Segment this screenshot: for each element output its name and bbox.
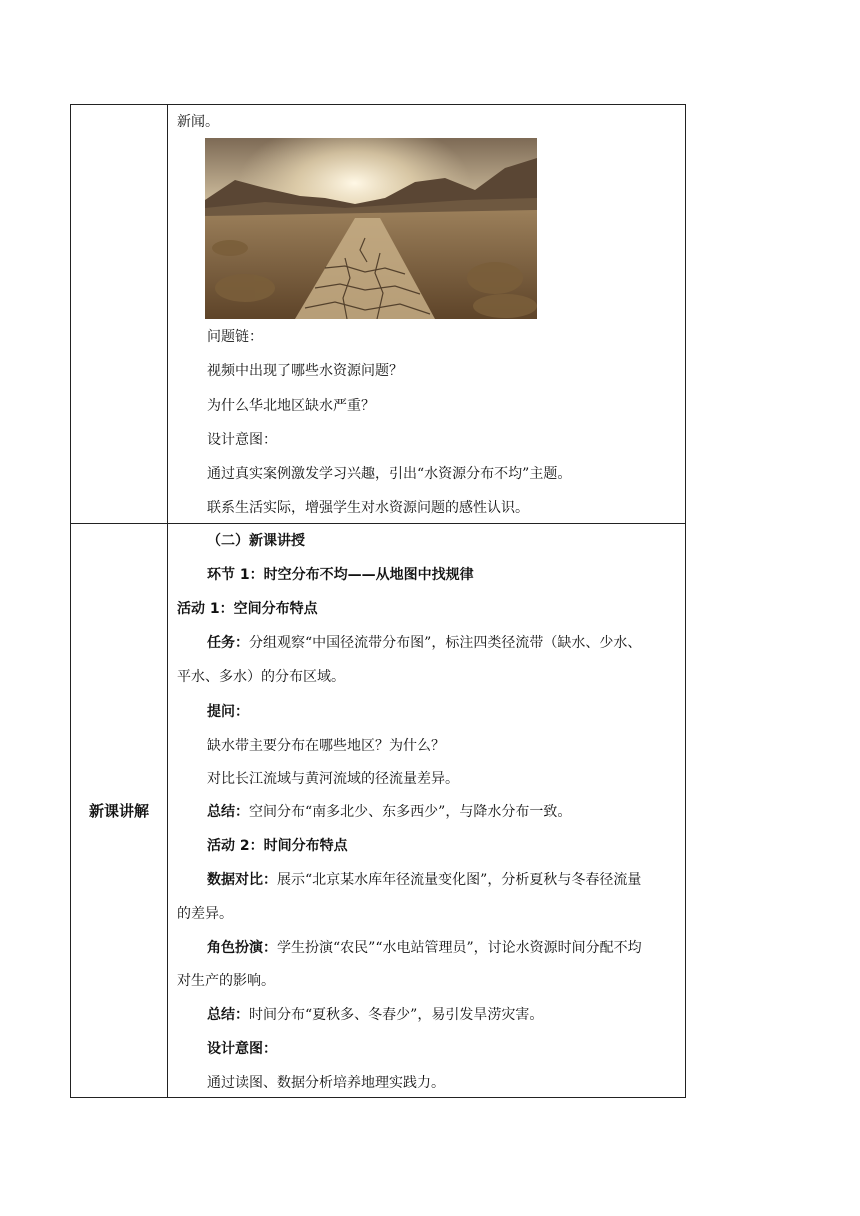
summary-1: 总结：空间分布“南多北少、东多西少”，与降水分布一致。 — [207, 804, 572, 820]
design-intent-2: 联系生活实际，增强学生对水资源问题的感性认识。 — [207, 500, 529, 516]
data-compare-line-1: 数据对比：展示“北京某水库年径流量变化图”，分析夏秋与冬春径流量 — [207, 872, 642, 888]
intro-text: 新闻。 — [177, 114, 219, 130]
role-play-line-1: 角色扮演：学生扮演“农民”“水电站管理员”，讨论水资源时间分配不均 — [207, 940, 642, 956]
drought-photo — [205, 138, 537, 319]
design-intent-1: 通过真实案例激发学习兴趣，引出“水资源分布不均”主题。 — [207, 466, 572, 482]
activity-1-heading: 活动 1：空间分布特点 — [177, 601, 318, 617]
link-heading: 环节 1：时空分布不均——从地图中找规律 — [207, 567, 474, 583]
question-2: 为什么华北地区缺水严重？ — [207, 398, 375, 414]
data-compare-line-2: 的差异。 — [177, 906, 233, 922]
cracked-earth-image — [205, 138, 537, 319]
design-intent-heading: 设计意图： — [207, 432, 277, 448]
design-intent-3: 通过读图、数据分析培养地理实践力。 — [207, 1075, 445, 1091]
row-label-new-lesson: 新课讲解 — [88, 802, 149, 820]
design-intent-heading-2: 设计意图： — [207, 1041, 277, 1057]
ask-1: 缺水带主要分布在哪些地区？为什么？ — [207, 738, 445, 754]
section-heading: （二）新课讲授 — [207, 533, 305, 549]
task-line-2: 平水、多水）的分布区域。 — [177, 669, 345, 685]
task-line-1: 任务：分组观察“中国径流带分布图”，标注四类径流带（缺水、少水、 — [207, 635, 642, 651]
ask-2: 对比长江流域与黄河流域的径流量差异。 — [207, 771, 459, 787]
activity-2-heading: 活动 2：时间分布特点 — [207, 838, 348, 854]
question-heading: 提问： — [207, 704, 249, 720]
summary-2: 总结：时间分布“夏秋多、冬春少”，易引发旱涝灾害。 — [207, 1007, 544, 1023]
column-divider — [167, 105, 168, 1097]
role-play-line-2: 对生产的影响。 — [177, 973, 275, 989]
question-1: 视频中出现了哪些水资源问题？ — [207, 363, 403, 379]
question-chain-heading: 问题链： — [207, 329, 263, 345]
